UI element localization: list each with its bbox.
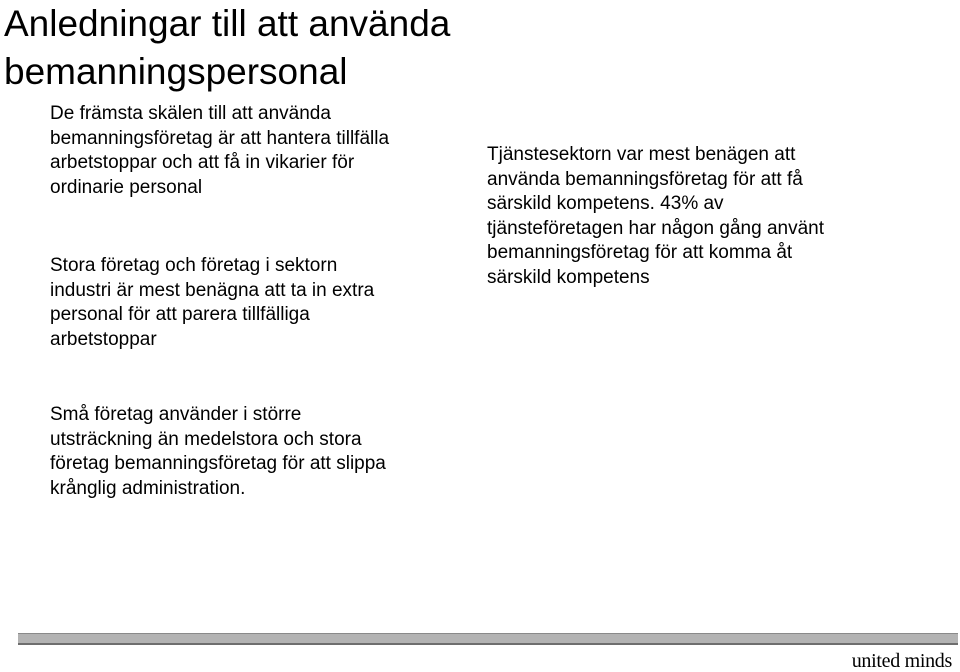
text-line: Stora företag och företag i sektorn xyxy=(50,255,338,276)
text-line: arbetstoppar xyxy=(50,328,157,350)
text-line: företag bemanningsföretag för att slippa xyxy=(50,453,386,474)
text-block-large-companies xyxy=(50,254,374,352)
slide-title-line: bemanningspersonal xyxy=(4,51,348,92)
text-block-small-companies xyxy=(50,403,386,501)
text-line: Små företag använder i större xyxy=(50,404,302,425)
text-line: arbetstoppar och att få in vikarier för xyxy=(50,152,355,173)
footer-divider-bar xyxy=(18,633,958,643)
text-line: industri är mest benägna att ta in extra xyxy=(50,279,375,301)
text-line: bemanningsföretag är att hantera tillfälla xyxy=(50,127,390,149)
text-line: särskild kompetens xyxy=(487,266,650,288)
text-line: använda bemanningsföretag för att få xyxy=(487,168,803,190)
slide-title xyxy=(4,0,624,96)
text-line: personal för att parera tillfälliga xyxy=(50,304,310,325)
text-line: De främsta skälen till att använda xyxy=(50,103,331,124)
footer-divider-shadow xyxy=(18,643,958,645)
text-line: Tjänstesektorn var mest benägen att xyxy=(487,144,796,165)
text-line: tjänsteföretagen har någon gång använt xyxy=(487,217,824,239)
text-line: ordinarie personal xyxy=(50,176,203,198)
text-block-main-reasons xyxy=(50,102,389,200)
text-line: utsträckning än medelstora och stora xyxy=(50,428,362,450)
united-minds-logo: united minds xyxy=(851,650,952,672)
text-line: krånglig administration. xyxy=(50,477,246,499)
text-line: särskild kompetens. 43% av xyxy=(487,193,724,214)
text-block-service-sector xyxy=(487,143,824,290)
text-line: bemanningsföretag för att komma åt xyxy=(487,242,793,263)
slide-title-line: Anledningar till att använda xyxy=(4,3,451,44)
